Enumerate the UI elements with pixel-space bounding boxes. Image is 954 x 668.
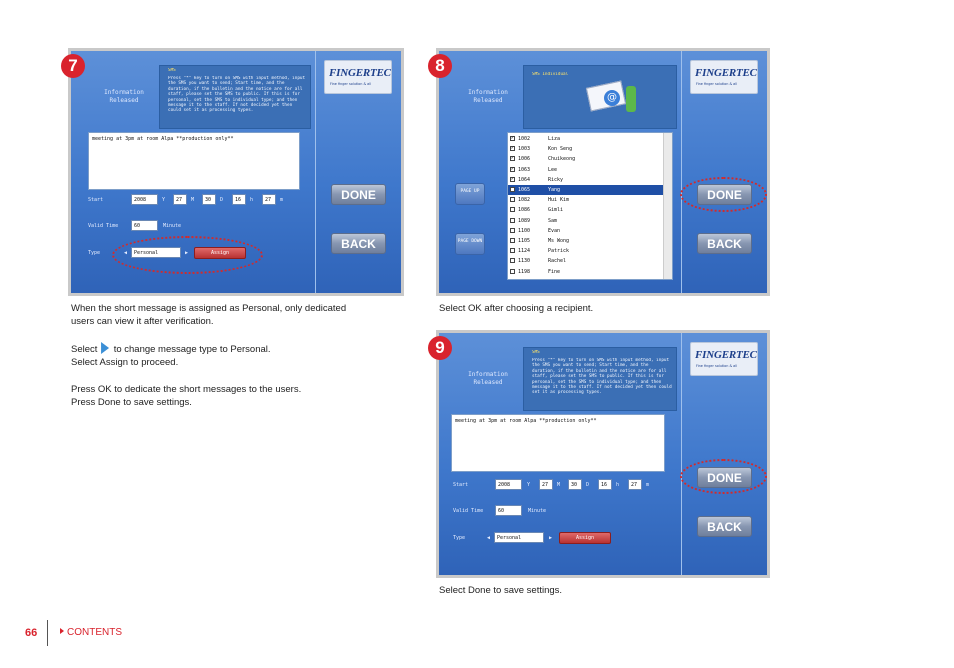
scrollbar[interactable] <box>663 133 672 279</box>
assign-button[interactable]: Assign <box>194 247 246 259</box>
caption-7-line2: users can view it after verification. <box>71 316 214 327</box>
logo-brand: FINGERTEC <box>695 349 757 361</box>
user-checkbox[interactable] <box>510 258 515 263</box>
screenshot-step-8 <box>436 48 770 296</box>
back-button[interactable]: BACK <box>697 516 752 537</box>
user-name: Lee <box>548 166 558 173</box>
contents-label: CONTENTS <box>67 627 122 638</box>
info-title: Information Released <box>104 89 144 104</box>
user-id: 1082 <box>518 197 531 204</box>
user-checkbox[interactable]: ✓ <box>511 175 515 182</box>
user-list-row[interactable] <box>508 256 664 266</box>
start-month-field[interactable]: 27 <box>539 479 553 490</box>
user-id: 1089 <box>518 217 531 224</box>
user-id: 1064 <box>518 176 531 183</box>
user-list-row[interactable] <box>508 236 664 246</box>
done-button[interactable]: DONE <box>697 467 752 488</box>
type-field[interactable]: Personal <box>131 247 181 258</box>
month-sep: M <box>557 482 561 488</box>
caption-7-line5: Press OK to dedicate the short messages to the users. <box>71 384 302 395</box>
sms-label: SMS <box>532 350 540 355</box>
user-list-row[interactable] <box>508 154 664 164</box>
at-sign-icon: @ <box>604 90 620 106</box>
contents-link[interactable] <box>60 627 122 638</box>
user-checkbox[interactable] <box>510 269 515 274</box>
user-checkbox[interactable] <box>510 197 515 202</box>
back-button[interactable]: BACK <box>697 233 752 254</box>
caption-7-line4: Select Assign to proceed. <box>71 357 179 368</box>
user-name: Ricky <box>548 176 564 183</box>
type-arrow-right-icon[interactable]: ▶ <box>185 250 189 256</box>
sms-help-text: Press "*" key to turn on SMS with input method, input the SMS you want to send; Start time, and the duration, if the bulletin and the notice are for all staff, please set the SMS to public. If this is for personal, set the SMS to individual type; and then message it to the staff. If not decided yet then could set it as processing types. <box>168 76 306 114</box>
right-arrow-icon <box>101 342 109 354</box>
minute-sep: m <box>280 197 284 203</box>
type-label: Type <box>88 250 101 256</box>
start-hour-field[interactable]: 16 <box>598 479 612 490</box>
day-sep: D <box>586 482 590 488</box>
hour-sep: h <box>250 197 254 203</box>
panel-divider <box>681 51 682 293</box>
month-sep: M <box>191 197 195 203</box>
start-year-field[interactable]: 2008 <box>131 194 158 205</box>
terminal-screen <box>71 51 401 293</box>
user-name: Sam <box>548 217 558 224</box>
user-name: Rachel <box>548 258 567 265</box>
user-checkbox[interactable] <box>510 187 515 192</box>
step-9-badge: 9 <box>428 336 452 360</box>
user-list-row[interactable] <box>508 195 664 205</box>
logo-brand: FINGERTEC <box>695 67 757 79</box>
step-8-caption: Select OK after choosing a recipient. <box>439 303 594 314</box>
user-list-row[interactable] <box>508 246 664 256</box>
hour-sep: h <box>616 482 620 488</box>
user-name: Kon Seng <box>548 146 573 153</box>
type-arrow-icon[interactable]: ◀ <box>124 250 128 256</box>
user-id: 1130 <box>518 258 531 265</box>
step-7-caption <box>71 302 401 409</box>
user-list-row[interactable] <box>508 134 664 144</box>
user-list-row[interactable] <box>508 185 664 195</box>
user-icon <box>626 86 636 112</box>
done-highlight-oval <box>680 459 767 494</box>
page-number: 66 <box>25 627 38 639</box>
valid-time-label: Valid Time <box>88 223 119 229</box>
sms-help-text: Press "*" key to turn on SMS with input method, input the SMS you want to send; Start time, and the duration, if the bulletin and the notice are for all staff, please set the SMS to public. If this is for personal, set the SMS to individual type; and then message it to the staff. If not decided yet then could set it as processing types. <box>532 358 672 396</box>
type-label: Type <box>453 535 466 541</box>
done-button[interactable]: DONE <box>697 184 752 205</box>
screenshot-step-9 <box>436 330 770 578</box>
caption-7-line3 <box>71 342 401 356</box>
fingertec-logo <box>690 60 758 94</box>
page-down-button[interactable]: PAGE DOWN <box>455 233 485 255</box>
user-id: 1065 <box>518 187 531 193</box>
user-id: 1100 <box>518 227 531 234</box>
user-list-row[interactable] <box>508 175 664 185</box>
start-minute-field[interactable]: 27 <box>628 479 642 490</box>
info-title: Information Released <box>468 89 508 104</box>
screenshot-step-7 <box>68 48 404 296</box>
sms-individual-box <box>523 65 677 129</box>
user-id: 1063 <box>518 166 531 173</box>
start-month-field[interactable]: 27 <box>173 194 187 205</box>
user-name: Patrick <box>548 248 570 255</box>
start-label: Start <box>88 197 104 203</box>
start-minute-field[interactable]: 27 <box>262 194 276 205</box>
page-up-button[interactable]: PAGE UP <box>455 183 485 205</box>
message-textarea[interactable] <box>451 414 665 472</box>
logo-brand: FINGERTEC <box>329 67 391 79</box>
valid-time-label: Valid Time <box>453 508 484 514</box>
user-id: 1198 <box>518 268 531 275</box>
info-title: Information Released <box>468 371 508 386</box>
message-text: meeting at 3pm at room Alpa **production only** <box>92 136 234 142</box>
panel-divider <box>681 333 682 575</box>
user-name: Hui Kim <box>548 197 570 204</box>
type-arrow-right-icon[interactable]: ▶ <box>549 535 553 541</box>
logo-tagline: Fine finger solution & all <box>696 82 738 86</box>
terminal-screen <box>439 51 767 293</box>
user-name: Yang <box>548 187 561 193</box>
user-id: 1003 <box>518 146 531 153</box>
user-list[interactable] <box>507 132 673 280</box>
sms-individual-label: SMS Individual <box>532 72 569 77</box>
user-list-row[interactable] <box>508 165 664 175</box>
valid-time-field[interactable]: 60 <box>495 505 522 516</box>
user-checkbox[interactable] <box>510 248 515 253</box>
fingertec-logo <box>690 342 758 376</box>
step-8-badge: 8 <box>428 54 452 78</box>
terminal-screen <box>439 333 767 575</box>
user-list-row[interactable] <box>508 226 664 236</box>
user-checkbox[interactable] <box>510 238 515 243</box>
type-field[interactable]: Personal <box>494 532 544 543</box>
user-id: 1124 <box>518 248 531 255</box>
user-checkbox[interactable]: ✓ <box>511 145 515 152</box>
fingertec-logo <box>324 60 392 94</box>
year-sep: Y <box>162 197 166 203</box>
logo-tagline: Fine finger solution & all <box>330 82 372 86</box>
highlight-oval <box>112 236 263 274</box>
user-name: Chuikeong <box>548 156 576 163</box>
valid-unit: Minute <box>163 223 182 229</box>
footer-divider <box>47 620 48 646</box>
sms-label: SMS <box>168 68 176 73</box>
user-id: 1086 <box>518 207 531 214</box>
user-checkbox[interactable] <box>510 207 515 212</box>
type-arrow-icon[interactable]: ◀ <box>487 535 491 541</box>
assign-button[interactable]: Assign <box>559 532 611 544</box>
logo-tagline: Fine finger solution & all <box>696 364 738 368</box>
step-9-caption: Select Done to save settings. <box>439 585 563 596</box>
caption-7-line1: When the short message is assigned as Personal, only dedicated <box>71 303 347 314</box>
start-label: Start <box>453 482 469 488</box>
valid-time-field[interactable]: 60 <box>131 220 158 231</box>
user-name: Gimli <box>548 207 564 214</box>
sms-help-box <box>159 65 311 129</box>
user-checkbox[interactable] <box>510 218 515 223</box>
user-checkbox[interactable]: ✓ <box>511 165 515 172</box>
user-name: Fine <box>548 268 561 275</box>
user-checkbox[interactable] <box>510 228 515 233</box>
caret-right-icon <box>60 628 64 634</box>
day-sep: D <box>220 197 224 203</box>
done-highlight-oval <box>680 177 767 212</box>
user-id: 1006 <box>518 156 531 163</box>
user-list-row[interactable] <box>508 267 664 277</box>
message-text: meeting at 3pm at room Alpa **production only** <box>455 418 597 424</box>
user-id: 1105 <box>518 238 531 244</box>
sms-help-box <box>523 347 677 411</box>
valid-unit: Minute <box>528 508 547 514</box>
user-list-row[interactable] <box>508 144 664 154</box>
user-name: Liza <box>548 136 561 142</box>
user-name: Evan <box>548 227 561 234</box>
year-sep: Y <box>527 482 531 488</box>
user-list-row[interactable] <box>508 205 664 215</box>
start-year-field[interactable]: 2008 <box>495 479 522 490</box>
user-checkbox[interactable]: ✓ <box>511 155 515 162</box>
caption-7-line6: Press Done to save settings. <box>71 397 192 408</box>
start-hour-field[interactable]: 16 <box>232 194 246 205</box>
step-7-badge: 7 <box>61 54 85 78</box>
minute-sep: m <box>646 482 650 488</box>
back-button[interactable]: BACK <box>331 233 386 254</box>
start-day-field[interactable]: 30 <box>202 194 216 205</box>
user-name: Ms Wong <box>548 238 570 244</box>
done-button[interactable]: DONE <box>331 184 386 205</box>
caption-7-change-type: to change message type to Personal. <box>113 344 271 355</box>
caption-7-select: Select <box>71 344 98 355</box>
panel-divider <box>315 51 316 293</box>
user-id: 1002 <box>518 136 531 142</box>
start-day-field[interactable]: 30 <box>568 479 582 490</box>
user-list-row[interactable] <box>508 216 664 226</box>
message-textarea[interactable] <box>88 132 300 190</box>
user-checkbox[interactable]: ✓ <box>511 135 515 141</box>
